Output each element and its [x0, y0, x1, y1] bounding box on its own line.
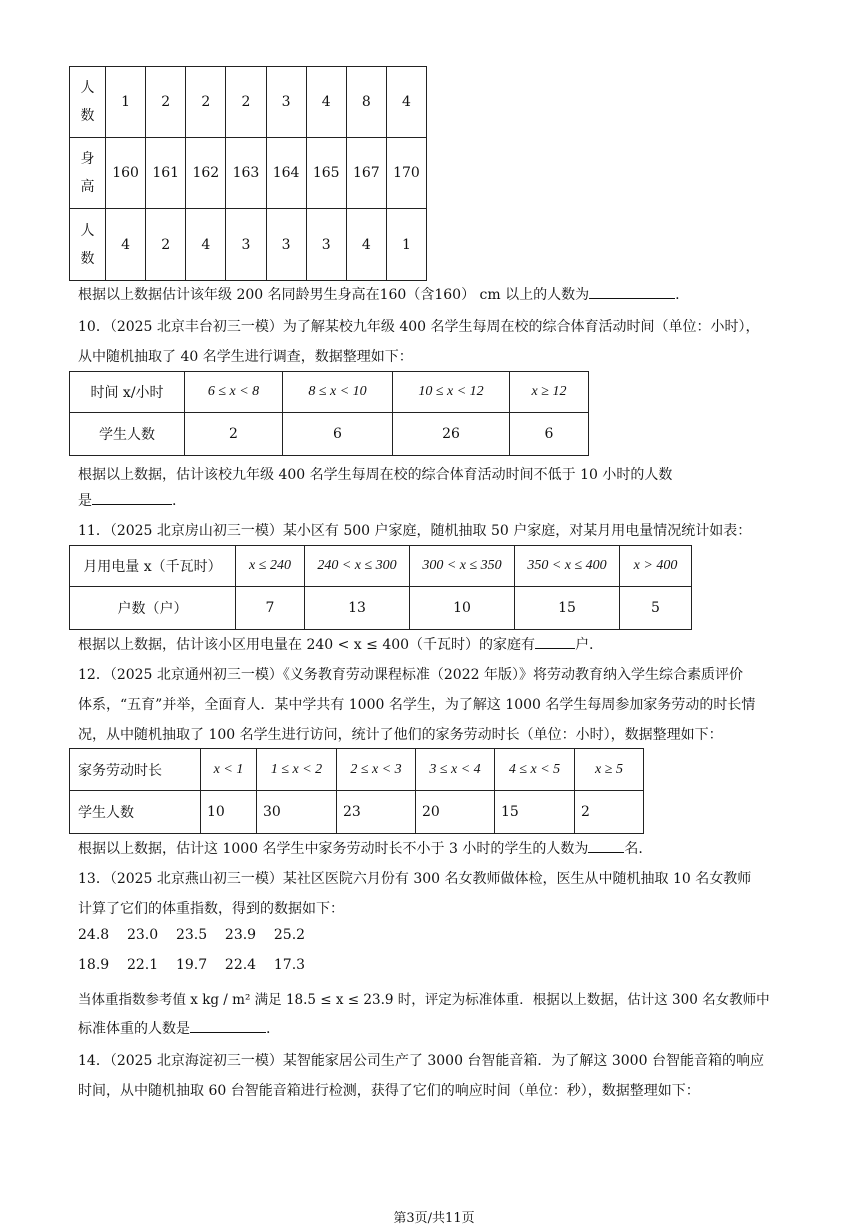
q11-after-line: 根据以上数据，估计该小区用电量在 240 < x ≤ 400（千瓦时）的家庭有 户. — [78, 634, 594, 654]
table-row — [70, 546, 692, 587]
table-cell: 15 — [515, 587, 620, 630]
table-cell: 23 — [337, 791, 416, 834]
table-header-cell: 300 < x ≤ 350 — [410, 546, 515, 587]
table-row — [70, 749, 644, 791]
table-cell: 3 — [266, 67, 306, 138]
table-header-cell: 240 < x ≤ 300 — [305, 546, 410, 587]
table-cell: 20 — [416, 791, 495, 834]
table-cell: 167 — [346, 138, 386, 209]
answer-blank[interactable] — [588, 838, 624, 853]
page-footer: 第3页/共11页 — [393, 1211, 475, 1226]
table-cell: 2 — [226, 67, 266, 138]
table-cell: 8 — [346, 67, 386, 138]
table-cell: 1 — [106, 67, 146, 138]
q11-table — [69, 545, 692, 630]
table-cell: 2 — [185, 413, 283, 456]
q14-line-1: 14．（2025 北京海淀初三一模）某智能家居公司生产了 3000 台智能音箱．为了解这 3000 台智能音箱的响应 — [78, 1053, 764, 1069]
table-row — [70, 67, 427, 138]
table-cell: 2 — [575, 791, 644, 834]
answer-blank[interactable] — [92, 490, 172, 505]
table-cell: 26 — [393, 413, 510, 456]
table-row — [70, 138, 427, 209]
table-row — [70, 413, 589, 456]
table-header-cell: x ≥ 12 — [510, 372, 589, 413]
table-header-cell: 月用电量 x（千瓦时） — [70, 546, 236, 587]
q10-after-line-1: 根据以上数据，估计该校九年级 400 名学生每周在校的综合体育活动时间不低于 10 小时的人数 — [78, 467, 673, 483]
table-cell: 163 — [226, 138, 266, 209]
answer-blank[interactable] — [535, 634, 575, 649]
table-cell: 5 — [620, 587, 692, 630]
q13-line-2: 计算了它们的体重指数，得到的数据如下： — [78, 901, 344, 917]
table-row — [70, 587, 692, 630]
table-header-cell: 350 < x ≤ 400 — [515, 546, 620, 587]
table-row — [70, 791, 644, 834]
q12-after-line: 根据以上数据，估计这 1000 名学生中家务劳动时长不小于 3 小时的学生的人数为 名. — [78, 838, 643, 858]
table-cell: 3 — [266, 209, 306, 281]
q9-question-line: 根据以上数据估计该年级 200 名同龄男生身高在160（含160） cm 以上的人数为 . — [78, 284, 680, 304]
table-header-cell: x < 1 — [201, 749, 257, 791]
table-cell: 164 — [266, 138, 306, 209]
table-row — [70, 209, 427, 281]
table-header-cell: 2 ≤ x < 3 — [337, 749, 416, 791]
q12-line-2: 体系，“五育”并举，全面育人．某中学共有 1000 名学生，为了解这 1000 名学生每周参加家务劳动的时长情 — [78, 697, 756, 713]
table-cell: 162 — [186, 138, 226, 209]
q12-line-1: 12．（2025 北京通州初三一模）《义务教育劳动课程标准（2022 年版）》将劳动教育纳入学生综合素质评价 — [78, 667, 743, 683]
table-header-cell: x ≤ 240 — [236, 546, 305, 587]
q12-line-3: 况，从中随机抽取了 100 名学生进行访问，统计了他们的家务劳动时长（单位：小时），数据整理如下： — [78, 727, 723, 743]
table-header-cell: 1 ≤ x < 2 — [257, 749, 337, 791]
table-cell: 6 — [283, 413, 393, 456]
row-label: 人 数 — [70, 209, 106, 281]
table-header-cell: 3 ≤ x < 4 — [416, 749, 495, 791]
table-cell: 2 — [146, 67, 186, 138]
q11-line-1: 11．（2025 北京房山初三一模）某小区有 500 户家庭，随机抽取 50 户家庭，对某月用电量情况统计如表： — [78, 523, 752, 539]
q13-data-row-1: 24.8 23.0 23.5 23.9 25.2 — [78, 927, 306, 943]
q13-data-row-2: 18.9 22.1 19.7 22.4 17.3 — [78, 957, 306, 973]
table-cell: 10 — [410, 587, 515, 630]
table-header-cell: 8 ≤ x < 10 — [283, 372, 393, 413]
row-label: 学生人数 — [70, 413, 185, 456]
q14-line-2: 时间，从中随机抽取 60 台智能音箱进行检测，获得了它们的响应时间（单位：秒），数据整理如下： — [78, 1083, 700, 1099]
table-cell: 4 — [306, 67, 346, 138]
table-cell: 3 — [306, 209, 346, 281]
table-cell: 1 — [386, 209, 426, 281]
table-cell: 7 — [236, 587, 305, 630]
table-header-cell: 6 ≤ x < 8 — [185, 372, 283, 413]
q13-line-4: 标准体重的人数是 . — [78, 1018, 270, 1038]
table-cell: 13 — [305, 587, 410, 630]
table-header-cell: x > 400 — [620, 546, 692, 587]
table-cell: 170 — [386, 138, 426, 209]
table-cell: 4 — [106, 209, 146, 281]
table-cell: 10 — [201, 791, 257, 834]
table-cell: 6 — [510, 413, 589, 456]
table-header-cell: 时间 x/小时 — [70, 372, 185, 413]
table-cell: 165 — [306, 138, 346, 209]
row-label: 身 高 — [70, 138, 106, 209]
q10-after-line-2: 是 . — [78, 490, 176, 510]
q12-table — [69, 748, 644, 834]
table-cell: 4 — [346, 209, 386, 281]
q10-line-2: 从中随机抽取了 40 名学生进行调查，数据整理如下： — [78, 349, 413, 365]
row-label: 户数（户） — [70, 587, 236, 630]
height-table — [69, 66, 427, 281]
row-label: 人 数 — [70, 67, 106, 138]
q10-line-1: 10．（2025 北京丰台初三一模）为了解某校九年级 400 名学生每周在校的综合体育活动时间（单位：小时）， — [78, 319, 760, 335]
table-cell: 4 — [186, 209, 226, 281]
q10-table — [69, 371, 589, 456]
table-cell: 160 — [106, 138, 146, 209]
table-cell: 3 — [226, 209, 266, 281]
answer-blank[interactable] — [190, 1018, 266, 1033]
table-header-cell: 10 ≤ x < 12 — [393, 372, 510, 413]
table-header-cell: x ≥ 5 — [575, 749, 644, 791]
table-cell: 2 — [146, 209, 186, 281]
table-cell: 161 — [146, 138, 186, 209]
q13-line-1: 13．（2025 北京燕山初三一模）某社区医院六月份有 300 名女教师做体检，医生从中随机抽取 10 名女教师 — [78, 871, 752, 887]
row-label: 学生人数 — [70, 791, 201, 834]
answer-blank[interactable] — [589, 284, 675, 299]
table-cell: 2 — [186, 67, 226, 138]
table-cell: 30 — [257, 791, 337, 834]
q13-line-3: 当体重指数参考值 x kg / m² 满足 18.5 ≤ x ≤ 23.9 时，评定为标准体重．根据以上数据，估计这 300 名女教师中 — [78, 992, 770, 1008]
table-header-cell: 家务劳动时长 — [70, 749, 201, 791]
table-cell: 4 — [386, 67, 426, 138]
table-header-cell: 4 ≤ x < 5 — [495, 749, 575, 791]
table-cell: 15 — [495, 791, 575, 834]
table-row — [70, 372, 589, 413]
